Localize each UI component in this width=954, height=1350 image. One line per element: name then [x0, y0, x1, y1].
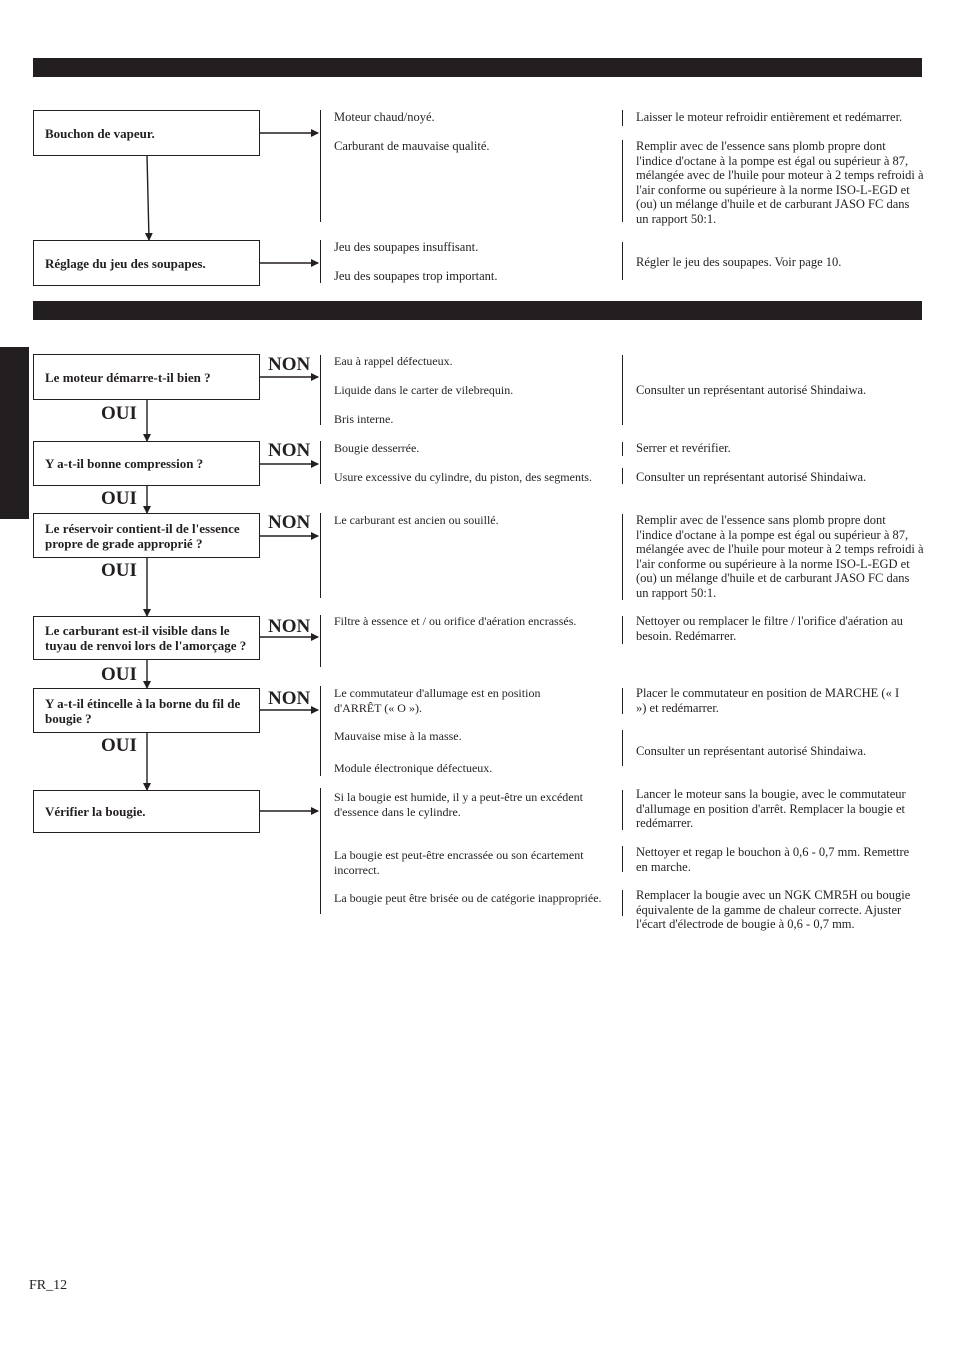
question-text: Le réservoir contient-il de l'essence propre de grade approprié ?	[45, 520, 240, 551]
question-text: Bouchon de vapeur.	[45, 125, 155, 141]
cause-divider	[320, 788, 321, 914]
remedy-divider	[622, 355, 623, 425]
remedy-text: Serrer et revérifier.	[636, 441, 731, 455]
arrow-down	[147, 155, 149, 240]
remedy-divider	[622, 616, 623, 644]
remedy-text: Régler le jeu des soupapes. Voir page 10.	[636, 255, 842, 269]
no-label: NON	[268, 616, 311, 637]
question-text: Y a-t-il étincelle à la borne du fil de bougie ?	[45, 695, 241, 726]
no-label: NON	[268, 354, 311, 375]
remedy-text: Remplacer la bougie avec un NGK CMR5H ou bougie équivalente de la gamme de chaleur correcte. Ajuster l'écart d'électrode de bougie à 0,6 - 0,7 mm.	[636, 888, 911, 931]
question-text: Vérifier la bougie.	[45, 804, 146, 819]
cause-text: Eau à rappel défectueux.	[334, 354, 453, 368]
cause-text: La bougie peut être brisée ou de catégorie inappropriée.	[334, 891, 602, 905]
question-box-engine-starts	[33, 354, 260, 400]
cause-divider	[320, 513, 321, 598]
cause-text: Liquide dans le carter de vilebrequin.	[334, 383, 514, 397]
remedy-text: Consulter un représentant autorisé Shindaiwa.	[636, 470, 867, 484]
cause-text: Filtre à essence et / ou orifice d'aération encrassés.	[334, 614, 577, 628]
question-text: Y a-t-il bonne compression ?	[45, 456, 204, 471]
remedy-divider	[622, 140, 623, 222]
cause-text: Jeu des soupapes trop important.	[334, 269, 498, 283]
cause-divider	[320, 441, 321, 484]
cause-text: Jeu des soupapes insuffisant.	[334, 240, 479, 254]
remedy-text: Nettoyer ou remplacer le filtre / l'orifice d'aération au besoin. Redémarrer.	[636, 614, 903, 643]
remedy-text: Laisser le moteur refroidir entièrement et redémarrer.	[636, 110, 903, 124]
cause-divider	[320, 355, 321, 425]
question-box-fuel-tank	[33, 513, 260, 558]
question-text: Le carburant est-il visible dans le tuyau de renvoi lors de l'amorçage ?	[45, 623, 247, 653]
cause-text: Moteur chaud/noyé.	[334, 110, 435, 124]
remedy-divider	[622, 442, 623, 456]
cause-divider	[320, 110, 321, 222]
remedy-divider	[622, 890, 623, 916]
yes-label: OUI	[101, 403, 137, 424]
remedy-text: Placer le commutateur en position de MARCHE (« I ») et redémarrer.	[636, 686, 900, 715]
remedy-text: Remplir avec de l'essence sans plomb propre dont l'indice d'octane à la pompe est égal ou supérieur à 87, mélangée avec de l'huile pour moteur à 2 temps refroidi à l'air conforme ou supérieure à la norme ISO-L-EGD et (ou) un mélange d'huile et de carburant JASO FC dans un rapport 50:1.	[636, 513, 924, 600]
cause-text: Module électronique défectueux.	[334, 761, 493, 775]
question-box-fuel-return	[33, 616, 260, 660]
yes-label: OUI	[101, 488, 137, 509]
remedy-divider	[622, 688, 623, 714]
remedy-text: Consulter un représentant autorisé Shindaiwa.	[636, 383, 867, 397]
question-box-vapor-lock	[33, 110, 260, 156]
remedy-text: Lancer le moteur sans la bougie, avec le commutateur d'allumage en position d'arrêt. Remplacer la bougie et redémarrer.	[636, 787, 906, 830]
question-text: Réglage du jeu des soupapes.	[45, 255, 206, 271]
cause-text: Le carburant est ancien ou souillé.	[334, 513, 499, 527]
remedy-text: Remplir avec de l'essence sans plomb propre dont l'indice d'octane à la pompe est égal ou supérieur à 87, mélangée avec de l'huile pour moteur à 2 temps refroidi à l'air conforme ou supérieure à la norme ISO-L-EGD et (ou) un mélange d'huile et de carburant JASO FC dans un rapport 50:1.	[636, 139, 924, 226]
yes-label: OUI	[101, 735, 137, 756]
remedy-divider	[622, 730, 623, 766]
remedy-text: Nettoyer et regap le bouchon à 0,6 - 0,7 mm. Remettre en marche.	[636, 845, 910, 874]
no-label: NON	[268, 512, 311, 533]
question-box-spark	[33, 688, 260, 733]
remedy-divider	[622, 242, 623, 280]
cause-text: Le commutateur d'allumage est en position d'ARRÊT (« O »).	[334, 686, 541, 715]
question-box-compression	[33, 441, 260, 486]
yes-label: OUI	[101, 560, 137, 581]
cause-divider	[320, 240, 321, 283]
remedy-text: Consulter un représentant autorisé Shindaiwa.	[636, 744, 867, 758]
remedy-divider	[622, 468, 623, 484]
cause-text: Carburant de mauvaise qualité.	[334, 139, 490, 153]
page-number: FR_12	[29, 1278, 68, 1293]
yes-label: OUI	[101, 664, 137, 685]
question-text: Le moteur démarre-t-il bien ?	[45, 369, 211, 385]
remedy-divider	[622, 790, 623, 830]
cause-text: Bris interne.	[334, 412, 394, 426]
no-label: NON	[268, 688, 311, 709]
cause-text: Bougie desserrée.	[334, 441, 420, 455]
no-label: NON	[268, 440, 311, 461]
cause-divider	[320, 686, 321, 776]
question-box-valve-clearance	[33, 240, 260, 286]
cause-text: Si la bougie est humide, il y a peut-être un excédent d'essence dans le cylindre.	[334, 790, 583, 819]
remedy-divider	[622, 514, 623, 600]
cause-text: La bougie est peut-être encrassée ou son écartement incorrect.	[334, 848, 584, 877]
remedy-divider	[622, 110, 623, 126]
cause-text: Usure excessive du cylindre, du piston, des segments.	[334, 470, 592, 484]
remedy-divider	[622, 846, 623, 872]
cause-divider	[320, 615, 321, 667]
question-box-check-plug	[33, 790, 260, 833]
cause-text: Mauvaise mise à la masse.	[334, 729, 462, 743]
